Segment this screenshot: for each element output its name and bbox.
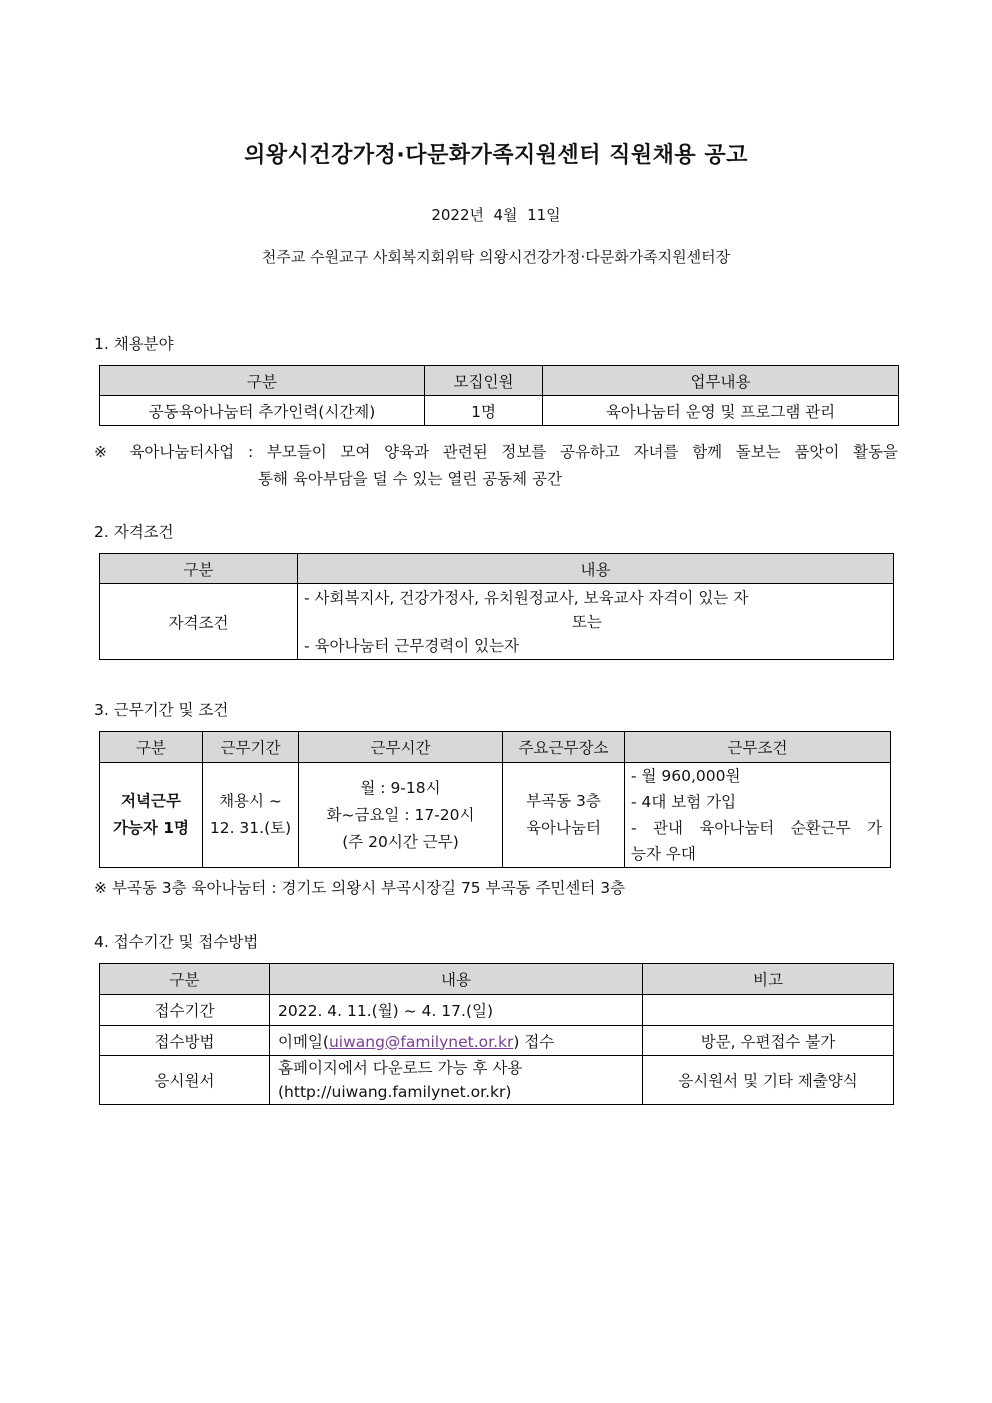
- table-cell: 자격조건: [100, 584, 298, 660]
- period-line: 12. 31.(토): [209, 819, 292, 837]
- application-method: [270, 1026, 643, 1056]
- notice-date: 2022년 4월 11일: [431, 206, 561, 224]
- col-header: 내용: [298, 554, 894, 584]
- table-cell: 접수기간: [100, 995, 270, 1026]
- col-header: 근무시간: [299, 732, 503, 763]
- table-cell: 1명: [425, 396, 543, 426]
- table-cell: 응시원서 및 기타 제출양식: [643, 1056, 894, 1105]
- col-header: 업무내용: [543, 366, 899, 396]
- col-header: 근무기간: [203, 732, 299, 763]
- col-header: 구분: [100, 366, 425, 396]
- category-line: 가능자 1명: [112, 819, 190, 837]
- qualification-content: [298, 584, 894, 660]
- qualification-line: - 사회복지사, 건강가정사, 유치원정교사, 보육교사 자격이 있는 자: [304, 588, 749, 607]
- work-conditions: [625, 763, 891, 868]
- condition-line: 능자 우대: [631, 845, 696, 863]
- section4-table: [99, 963, 894, 1105]
- qualification-line: 또는: [572, 612, 602, 631]
- condition-line: - 월 960,000원: [631, 767, 741, 785]
- email-suffix: ) 접수: [513, 1032, 555, 1051]
- section2-heading: 2. 자격조건: [94, 523, 174, 541]
- col-header: 주요근무장소: [503, 732, 625, 763]
- category-line: 저녁근무: [121, 792, 181, 810]
- section3-table: [99, 731, 891, 868]
- section1-table: [99, 365, 899, 426]
- section1-note-line1: ※ 육아나눔터사업 : 부모들이 모여 양육과 관련된 정보를 공유하고 자녀를 함께 돌보는 품앗이 활동을: [94, 443, 898, 461]
- work-period: [203, 763, 299, 868]
- hours-line: 화~금요일 : 17-20시: [326, 805, 475, 824]
- table-cell: 공동육아나눔터 추가인력(시간제): [100, 396, 425, 426]
- table-cell: 방문, 우편접수 불가: [643, 1026, 894, 1056]
- col-header: 구분: [100, 554, 298, 584]
- col-header: 내용: [270, 964, 643, 995]
- place-line: 부곡동 3층: [526, 792, 601, 810]
- table-cell: 응시원서: [100, 1056, 270, 1105]
- page-title: 의왕시건강가정·다문화가족지원센터 직원채용 공고: [244, 143, 748, 168]
- application-form-content: [270, 1056, 643, 1105]
- qualification-line: - 육아나눔터 근무경력이 있는자: [304, 636, 520, 655]
- table-cell: [643, 995, 894, 1026]
- condition-line: - 관내 육아나눔터 순환근무 가: [631, 819, 882, 837]
- work-place: [503, 763, 625, 868]
- col-header: 구분: [100, 964, 270, 995]
- col-header: 모집인원: [425, 366, 543, 396]
- section3-heading: 3. 근무기간 및 조건: [94, 701, 229, 719]
- hours-line: 월 : 9-18시: [360, 778, 441, 797]
- email-prefix: 이메일(: [278, 1032, 329, 1051]
- section2-table: [99, 553, 894, 660]
- col-header: 근무조건: [625, 732, 891, 763]
- hours-line: (주 20시간 근무): [342, 832, 459, 851]
- period-line: 채용시 ~: [219, 792, 282, 810]
- section3-note: ※ 부곡동 3층 육아나눔터 : 경기도 의왕시 부곡시장길 75 부곡동 주민센터 3층: [94, 879, 626, 897]
- work-category: [100, 763, 203, 868]
- homepage-link[interactable]: (http://uiwang.familynet.or.kr): [278, 1083, 512, 1101]
- email-link[interactable]: uiwang@familynet.or.kr: [328, 1032, 514, 1051]
- table-cell: 접수방법: [100, 1026, 270, 1056]
- section1-note-line2: 통해 육아부담을 덜 수 있는 열린 공동체 공간: [258, 470, 563, 488]
- section1-heading: 1. 채용분야: [94, 335, 174, 353]
- col-header: 비고: [643, 964, 894, 995]
- table-cell: 2022. 4. 11.(월) ~ 4. 17.(일): [270, 995, 643, 1026]
- section4-heading: 4. 접수기간 및 접수방법: [94, 933, 259, 951]
- table-cell: 육아나눔터 운영 및 프로그램 관리: [543, 396, 899, 426]
- issuer: 천주교 수원교구 사회복지회위탁 의왕시건강가정·다문화가족지원센터장: [261, 248, 731, 266]
- form-line: 홈페이지에서 다운로드 가능 후 사용: [278, 1059, 523, 1077]
- place-line: 육아나눔터: [526, 819, 601, 837]
- col-header: 구분: [100, 732, 203, 763]
- condition-line: - 4대 보험 가입: [631, 793, 737, 811]
- work-hours: [299, 763, 503, 868]
